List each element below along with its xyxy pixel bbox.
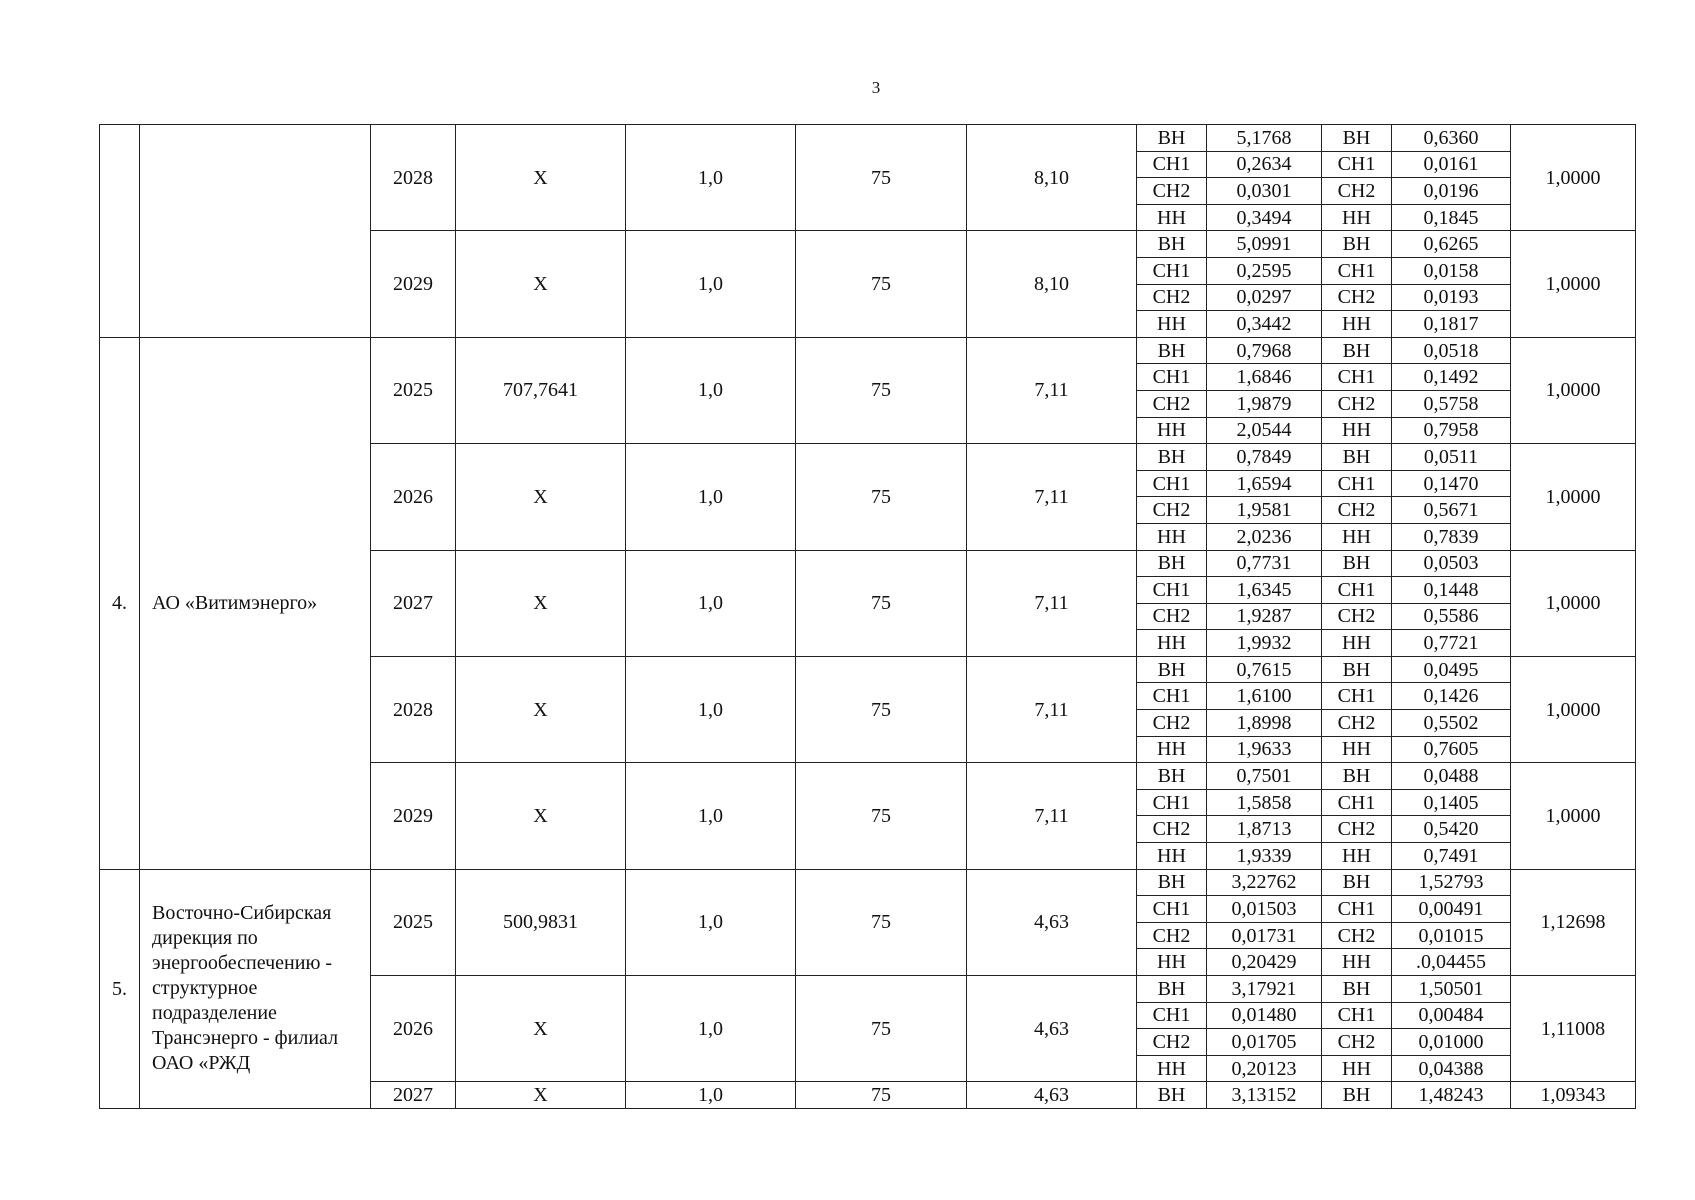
value-cell: 0,7731 [1207, 550, 1322, 577]
value-cell: 0,0488 [1392, 763, 1511, 790]
voltage-level-cell: ВН [1137, 444, 1207, 471]
year-cell: 2028 [371, 125, 456, 231]
year-cell: 2025 [371, 337, 456, 443]
voltage-level-cell: СН1 [1322, 683, 1392, 710]
year-cell: 2025 [371, 869, 456, 975]
voltage-level-cell: ВН [1137, 656, 1207, 683]
index-cell: 1,0 [626, 550, 796, 656]
rate-cell: 7,11 [967, 656, 1137, 762]
table-row [100, 869, 1636, 896]
voltage-level-cell: НН [1137, 417, 1207, 444]
percent-cell: 75 [796, 231, 967, 337]
voltage-level-cell: СН2 [1322, 603, 1392, 630]
value-cell: 1,8713 [1207, 816, 1322, 843]
voltage-level-cell: СН2 [1137, 710, 1207, 737]
value-cell: 3,22762 [1207, 869, 1322, 896]
coefficient-cell: 1,0000 [1511, 550, 1636, 656]
voltage-level-cell: СН1 [1322, 789, 1392, 816]
voltage-level-cell: ВН [1137, 976, 1207, 1003]
voltage-level-cell: НН [1322, 311, 1392, 338]
percent-cell: 75 [796, 337, 967, 443]
voltage-level-cell: СН2 [1322, 816, 1392, 843]
value-cell: 0,5758 [1392, 390, 1511, 417]
percent-cell: 75 [796, 550, 967, 656]
voltage-level-cell: НН [1137, 523, 1207, 550]
year-cell: 2029 [371, 763, 456, 869]
base-value-cell: 500,9831 [456, 869, 626, 975]
value-cell: 0,5671 [1392, 497, 1511, 524]
page-number: 3 [871, 78, 881, 97]
voltage-level-cell: СН1 [1137, 683, 1207, 710]
base-value-cell: X [456, 550, 626, 656]
value-cell: 1,5858 [1207, 789, 1322, 816]
table-row [100, 125, 1636, 152]
voltage-level-cell: ВН [1137, 337, 1207, 364]
index-cell: 1,0 [626, 976, 796, 1082]
tariff-table [99, 124, 1636, 1109]
voltage-level-cell: ВН [1322, 231, 1392, 258]
value-cell: 2,0544 [1207, 417, 1322, 444]
coefficient-cell: 1,0000 [1511, 763, 1636, 869]
value-cell: 0,7491 [1392, 843, 1511, 870]
value-cell: 0,0495 [1392, 656, 1511, 683]
organization-name: Восточно-Сибирская дирекция по энергообеспечению - структурное подразделение Трансэнерго - филиал ОАО «РЖД [140, 869, 371, 1108]
value-cell: 0,01503 [1207, 896, 1322, 923]
voltage-level-cell: СН1 [1322, 577, 1392, 604]
value-cell: 1,48243 [1392, 1082, 1511, 1109]
coefficient-cell: 1,0000 [1511, 125, 1636, 231]
value-cell: 0,7501 [1207, 763, 1322, 790]
value-cell: 0,0518 [1392, 337, 1511, 364]
row-number: 5. [100, 869, 140, 1108]
percent-cell: 75 [796, 656, 967, 762]
rate-cell: 7,11 [967, 550, 1137, 656]
value-cell: 0,0193 [1392, 284, 1511, 311]
value-cell: 0,7958 [1392, 417, 1511, 444]
value-cell: 0,2634 [1207, 151, 1322, 178]
value-cell: 0,3442 [1207, 311, 1322, 338]
percent-cell: 75 [796, 125, 967, 231]
voltage-level-cell: ВН [1322, 656, 1392, 683]
index-cell: 1,0 [626, 337, 796, 443]
voltage-level-cell: СН1 [1137, 257, 1207, 284]
voltage-level-cell: НН [1137, 736, 1207, 763]
voltage-level-cell: НН [1322, 1055, 1392, 1082]
voltage-level-cell: СН1 [1137, 470, 1207, 497]
value-cell: 0,0196 [1392, 178, 1511, 205]
value-cell: 2,0236 [1207, 523, 1322, 550]
rate-cell: 7,11 [967, 763, 1137, 869]
value-cell: 1,50501 [1392, 976, 1511, 1003]
value-cell: 0,1492 [1392, 364, 1511, 391]
voltage-level-cell: СН1 [1137, 364, 1207, 391]
voltage-level-cell: СН2 [1322, 922, 1392, 949]
voltage-level-cell: ВН [1322, 976, 1392, 1003]
value-cell: 0,01480 [1207, 1002, 1322, 1029]
voltage-level-cell: НН [1322, 417, 1392, 444]
voltage-level-cell: СН1 [1322, 257, 1392, 284]
voltage-level-cell: СН1 [1137, 1002, 1207, 1029]
voltage-level-cell: НН [1322, 204, 1392, 231]
voltage-level-cell: СН1 [1322, 470, 1392, 497]
coefficient-cell: 1,0000 [1511, 337, 1636, 443]
voltage-level-cell: НН [1137, 1055, 1207, 1082]
voltage-level-cell: СН2 [1137, 922, 1207, 949]
voltage-level-cell: НН [1137, 311, 1207, 338]
voltage-level-cell: СН2 [1322, 497, 1392, 524]
year-cell: 2028 [371, 656, 456, 762]
value-cell: 0,20429 [1207, 949, 1322, 976]
voltage-level-cell: ВН [1322, 550, 1392, 577]
voltage-level-cell: НН [1137, 843, 1207, 870]
value-cell: 0,2595 [1207, 257, 1322, 284]
value-cell: 0,0511 [1392, 444, 1511, 471]
index-cell: 1,0 [626, 1082, 796, 1109]
base-value-cell: X [456, 763, 626, 869]
value-cell: 1,9581 [1207, 497, 1322, 524]
rate-cell: 4,63 [967, 1082, 1137, 1109]
value-cell: 0,7839 [1392, 523, 1511, 550]
value-cell: 3,17921 [1207, 976, 1322, 1003]
voltage-level-cell: ВН [1137, 231, 1207, 258]
value-cell: 0,7968 [1207, 337, 1322, 364]
value-cell: 0,04388 [1392, 1055, 1511, 1082]
voltage-level-cell: ВН [1137, 869, 1207, 896]
value-cell: 0,00491 [1392, 896, 1511, 923]
voltage-level-cell: СН2 [1322, 710, 1392, 737]
rate-cell: 4,63 [967, 869, 1137, 975]
voltage-level-cell: СН2 [1137, 1029, 1207, 1056]
percent-cell: 75 [796, 869, 967, 975]
value-cell: 0,5586 [1392, 603, 1511, 630]
value-cell: 1,8998 [1207, 710, 1322, 737]
year-cell: 2026 [371, 976, 456, 1082]
base-value-cell: 707,7641 [456, 337, 626, 443]
value-cell: 0,5502 [1392, 710, 1511, 737]
percent-cell: 75 [796, 1082, 967, 1109]
voltage-level-cell: СН2 [1322, 178, 1392, 205]
rate-cell: 4,63 [967, 976, 1137, 1082]
value-cell: 0,7721 [1392, 630, 1511, 657]
value-cell: 1,9339 [1207, 843, 1322, 870]
value-cell: 0,1405 [1392, 789, 1511, 816]
voltage-level-cell: СН2 [1137, 284, 1207, 311]
voltage-level-cell: ВН [1137, 1082, 1207, 1109]
voltage-level-cell: НН [1137, 204, 1207, 231]
value-cell: 0,7605 [1392, 736, 1511, 763]
voltage-level-cell: СН1 [1322, 151, 1392, 178]
voltage-level-cell: НН [1322, 843, 1392, 870]
voltage-level-cell: ВН [1322, 125, 1392, 152]
value-cell: 0,1817 [1392, 311, 1511, 338]
row-number: 4. [100, 337, 140, 869]
value-cell: 3,13152 [1207, 1082, 1322, 1109]
coefficient-cell: 1,12698 [1511, 869, 1636, 975]
value-cell: 0,1845 [1392, 204, 1511, 231]
voltage-level-cell: СН2 [1322, 1029, 1392, 1056]
table-body [100, 125, 1636, 1109]
voltage-level-cell: СН2 [1322, 390, 1392, 417]
table-row [100, 337, 1636, 364]
value-cell: 0,0503 [1392, 550, 1511, 577]
value-cell: 0,01000 [1392, 1029, 1511, 1056]
value-cell: 1,9879 [1207, 390, 1322, 417]
voltage-level-cell: СН1 [1322, 1002, 1392, 1029]
base-value-cell: X [456, 1082, 626, 1109]
value-cell: 5,1768 [1207, 125, 1322, 152]
voltage-level-cell: НН [1322, 949, 1392, 976]
value-cell: 0,0158 [1392, 257, 1511, 284]
value-cell: 1,6594 [1207, 470, 1322, 497]
value-cell: 1,6846 [1207, 364, 1322, 391]
value-cell: 0,6265 [1392, 231, 1511, 258]
organization-name: АО «Витимэнерго» [140, 337, 371, 869]
value-cell: .0,04455 [1392, 949, 1511, 976]
voltage-level-cell: ВН [1322, 444, 1392, 471]
value-cell: 1,9633 [1207, 736, 1322, 763]
base-value-cell: X [456, 444, 626, 550]
value-cell: 0,0297 [1207, 284, 1322, 311]
coefficient-cell: 1,0000 [1511, 444, 1636, 550]
coefficient-cell: 1,0000 [1511, 231, 1636, 337]
value-cell: 0,3494 [1207, 204, 1322, 231]
voltage-level-cell: НН [1137, 949, 1207, 976]
coefficient-cell: 1,11008 [1511, 976, 1636, 1082]
voltage-level-cell: НН [1322, 736, 1392, 763]
value-cell: 1,6345 [1207, 577, 1322, 604]
base-value-cell: X [456, 976, 626, 1082]
year-cell: 2026 [371, 444, 456, 550]
voltage-level-cell: СН2 [1137, 497, 1207, 524]
voltage-level-cell: НН [1137, 630, 1207, 657]
index-cell: 1,0 [626, 869, 796, 975]
voltage-level-cell: СН1 [1137, 789, 1207, 816]
value-cell: 1,52793 [1392, 869, 1511, 896]
voltage-level-cell: СН2 [1322, 284, 1392, 311]
value-cell: 0,01731 [1207, 922, 1322, 949]
base-value-cell: X [456, 231, 626, 337]
year-cell: 2029 [371, 231, 456, 337]
voltage-level-cell: СН2 [1137, 603, 1207, 630]
voltage-level-cell: СН1 [1137, 577, 1207, 604]
value-cell: 0,7849 [1207, 444, 1322, 471]
value-cell: 0,01015 [1392, 922, 1511, 949]
voltage-level-cell: СН1 [1322, 896, 1392, 923]
rate-cell: 7,11 [967, 444, 1137, 550]
voltage-level-cell: НН [1322, 630, 1392, 657]
voltage-level-cell: ВН [1322, 763, 1392, 790]
voltage-level-cell: СН2 [1137, 178, 1207, 205]
rate-cell: 7,11 [967, 337, 1137, 443]
value-cell: 1,9932 [1207, 630, 1322, 657]
voltage-level-cell: ВН [1322, 1082, 1392, 1109]
rate-cell: 8,10 [967, 125, 1137, 231]
value-cell: 0,1426 [1392, 683, 1511, 710]
value-cell: 0,1470 [1392, 470, 1511, 497]
base-value-cell: X [456, 125, 626, 231]
percent-cell: 75 [796, 444, 967, 550]
coefficient-cell: 1,0000 [1511, 656, 1636, 762]
value-cell: 1,9287 [1207, 603, 1322, 630]
voltage-level-cell: СН1 [1137, 151, 1207, 178]
voltage-level-cell: СН1 [1137, 896, 1207, 923]
value-cell: 0,00484 [1392, 1002, 1511, 1029]
value-cell: 0,0161 [1392, 151, 1511, 178]
row-number [100, 125, 140, 338]
value-cell: 0,0301 [1207, 178, 1322, 205]
voltage-level-cell: НН [1322, 523, 1392, 550]
index-cell: 1,0 [626, 763, 796, 869]
voltage-level-cell: ВН [1137, 125, 1207, 152]
index-cell: 1,0 [626, 125, 796, 231]
percent-cell: 75 [796, 763, 967, 869]
voltage-level-cell: ВН [1137, 763, 1207, 790]
index-cell: 1,0 [626, 656, 796, 762]
value-cell: 0,01705 [1207, 1029, 1322, 1056]
value-cell: 1,6100 [1207, 683, 1322, 710]
value-cell: 0,1448 [1392, 577, 1511, 604]
voltage-level-cell: СН2 [1137, 390, 1207, 417]
value-cell: 5,0991 [1207, 231, 1322, 258]
value-cell: 0,7615 [1207, 656, 1322, 683]
year-cell: 2027 [371, 550, 456, 656]
value-cell: 0,20123 [1207, 1055, 1322, 1082]
value-cell: 0,6360 [1392, 125, 1511, 152]
voltage-level-cell: ВН [1322, 337, 1392, 364]
base-value-cell: X [456, 656, 626, 762]
value-cell: 0,5420 [1392, 816, 1511, 843]
rate-cell: 8,10 [967, 231, 1137, 337]
voltage-level-cell: ВН [1137, 550, 1207, 577]
organization-name [140, 125, 371, 338]
coefficient-cell: 1,09343 [1511, 1082, 1636, 1109]
index-cell: 1,0 [626, 444, 796, 550]
voltage-level-cell: СН1 [1322, 364, 1392, 391]
voltage-level-cell: СН2 [1137, 816, 1207, 843]
index-cell: 1,0 [626, 231, 796, 337]
voltage-level-cell: ВН [1322, 869, 1392, 896]
year-cell: 2027 [371, 1082, 456, 1109]
percent-cell: 75 [796, 976, 967, 1082]
